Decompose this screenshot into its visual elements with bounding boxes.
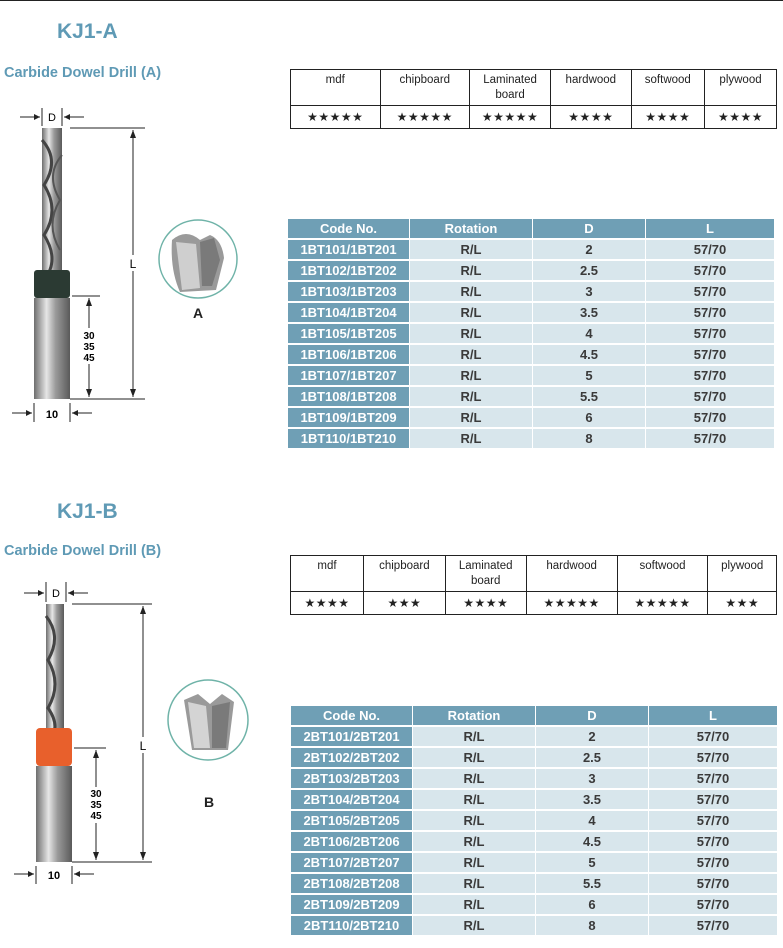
d-cell: 6 xyxy=(536,895,648,914)
l-cell: 57/70 xyxy=(646,240,774,259)
svg-text:35: 35 xyxy=(90,800,102,811)
d-cell: 3 xyxy=(533,282,645,301)
code-cell: 2BT109/2BT209 xyxy=(291,895,412,914)
l-cell: 57/70 xyxy=(646,261,774,280)
d-cell: 6 xyxy=(533,408,645,427)
rotation-cell: R/L xyxy=(413,811,535,830)
material-header: softwood xyxy=(617,556,708,592)
col-header-rotation: Rotation xyxy=(413,706,535,725)
table-row xyxy=(291,895,777,914)
rotation-cell: R/L xyxy=(413,853,535,872)
table-row xyxy=(288,261,774,280)
svg-text:30: 30 xyxy=(90,789,102,800)
material-header: chipboard xyxy=(380,70,470,106)
d-cell: 3 xyxy=(536,769,648,788)
rotation-cell: R/L xyxy=(410,282,532,301)
table-row xyxy=(291,727,777,746)
rotation-cell: R/L xyxy=(410,387,532,406)
l-cell: 57/70 xyxy=(649,769,777,788)
l-cell: 57/70 xyxy=(646,303,774,322)
col-header-code: Code No. xyxy=(288,219,409,238)
l-label: L xyxy=(139,739,147,753)
d-cell: 2.5 xyxy=(533,261,645,280)
table-row xyxy=(288,429,774,448)
section-subtitle: Carbide Dowel Drill (B) xyxy=(4,543,162,559)
detail-label: A xyxy=(193,305,204,321)
l-cell: 57/70 xyxy=(649,748,777,767)
col-header-l: L xyxy=(649,706,777,725)
d-label: D xyxy=(52,588,60,600)
spec-table xyxy=(290,704,778,937)
shank-label: 10 xyxy=(45,409,59,421)
code-cell: 1BT102/1BT202 xyxy=(288,261,409,280)
rotation-cell: R/L xyxy=(410,261,532,280)
col-header-d: D xyxy=(533,219,645,238)
l-cell: 57/70 xyxy=(646,345,774,364)
spec-header-row xyxy=(291,706,777,725)
svg-text:45: 45 xyxy=(90,811,102,822)
rotation-cell: R/L xyxy=(410,366,532,385)
col-header-code: Code No. xyxy=(291,706,412,725)
rotation-cell: R/L xyxy=(413,916,535,935)
l-cell: 57/70 xyxy=(649,811,777,830)
table-row xyxy=(291,811,777,830)
l-cell: 57/70 xyxy=(649,727,777,746)
l-label: L xyxy=(129,257,137,271)
material-header: hardwood xyxy=(551,70,632,106)
code-cell: 1BT107/1BT207 xyxy=(288,366,409,385)
star-rating: ★★★★ xyxy=(551,106,632,129)
table-row xyxy=(288,240,774,259)
rotation-cell: R/L xyxy=(413,832,535,851)
table-row xyxy=(291,916,777,935)
l-cell: 57/70 xyxy=(646,387,774,406)
material-rating-table xyxy=(290,69,777,129)
star-rating: ★★★ xyxy=(708,592,777,615)
rotation-cell: R/L xyxy=(410,240,532,259)
table-row xyxy=(291,790,777,809)
code-cell: 2BT106/2BT206 xyxy=(291,832,412,851)
code-cell: 2BT105/2BT205 xyxy=(291,811,412,830)
material-header: Laminated board xyxy=(445,556,526,592)
star-rating: ★★★★ xyxy=(631,106,704,129)
table-row xyxy=(291,853,777,872)
l-cell: 57/70 xyxy=(649,916,777,935)
code-cell: 1BT104/1BT204 xyxy=(288,303,409,322)
l-cell: 57/70 xyxy=(646,408,774,427)
table-row xyxy=(291,748,777,767)
l-cell: 57/70 xyxy=(646,429,774,448)
code-cell: 1BT109/1BT209 xyxy=(288,408,409,427)
rotation-cell: R/L xyxy=(413,790,535,809)
star-rating: ★★★★ xyxy=(705,106,777,129)
code-cell: 2BT101/2BT201 xyxy=(291,727,412,746)
drill-drawing xyxy=(0,582,250,917)
table-row xyxy=(291,874,777,893)
shank-label: 10 xyxy=(47,870,61,882)
material-header: chipboard xyxy=(364,556,446,592)
material-rating-table xyxy=(290,555,777,615)
d-cell: 4.5 xyxy=(536,832,648,851)
rotation-cell: R/L xyxy=(410,324,532,343)
col-header-l: L xyxy=(646,219,774,238)
code-cell: 1BT105/1BT205 xyxy=(288,324,409,343)
material-header: mdf xyxy=(291,70,381,106)
section-title: KJ1-A xyxy=(57,20,118,43)
code-cell: 1BT103/1BT203 xyxy=(288,282,409,301)
table-row xyxy=(288,324,774,343)
col-header-d: D xyxy=(536,706,648,725)
star-rating: ★★★★★ xyxy=(617,592,708,615)
rotation-cell: R/L xyxy=(413,895,535,914)
l-cell: 57/70 xyxy=(649,832,777,851)
l-cell: 57/70 xyxy=(649,895,777,914)
rotation-cell: R/L xyxy=(413,748,535,767)
d-label: D xyxy=(48,112,56,124)
code-cell: 1BT108/1BT208 xyxy=(288,387,409,406)
table-row xyxy=(288,366,774,385)
code-cell: 2BT102/2BT202 xyxy=(291,748,412,767)
code-cell: 1BT110/1BT210 xyxy=(288,429,409,448)
d-cell: 5 xyxy=(536,853,648,872)
svg-text:45: 45 xyxy=(83,353,95,364)
l-cell: 57/70 xyxy=(649,790,777,809)
rotation-cell: R/L xyxy=(413,769,535,788)
d-cell: 4 xyxy=(533,324,645,343)
l-cell: 57/70 xyxy=(646,282,774,301)
d-cell: 2.5 xyxy=(536,748,648,767)
material-header: Laminated board xyxy=(470,70,551,106)
spec-table xyxy=(287,217,775,450)
d-cell: 2 xyxy=(533,240,645,259)
table-row xyxy=(288,303,774,322)
d-cell: 5.5 xyxy=(533,387,645,406)
svg-text:35: 35 xyxy=(83,342,95,353)
section-kj1-b xyxy=(0,474,783,948)
star-rating: ★★★★ xyxy=(291,592,364,615)
code-cell: 1BT106/1BT206 xyxy=(288,345,409,364)
d-cell: 4 xyxy=(536,811,648,830)
star-rating: ★★★★★ xyxy=(526,592,617,615)
rotation-cell: R/L xyxy=(410,303,532,322)
d-cell: 8 xyxy=(536,916,648,935)
code-cell: 2BT107/2BT207 xyxy=(291,853,412,872)
col-header-rotation: Rotation xyxy=(410,219,532,238)
svg-text:30: 30 xyxy=(83,331,95,342)
d-cell: 8 xyxy=(533,429,645,448)
d-cell: 5 xyxy=(533,366,645,385)
section-title: KJ1-B xyxy=(57,500,118,523)
material-header: plywood xyxy=(708,556,777,592)
code-cell: 2BT110/2BT210 xyxy=(291,916,412,935)
code-cell: 1BT101/1BT201 xyxy=(288,240,409,259)
rotation-cell: R/L xyxy=(410,345,532,364)
spec-header-row xyxy=(288,219,774,238)
material-header: hardwood xyxy=(526,556,617,592)
l-cell: 57/70 xyxy=(646,324,774,343)
star-rating: ★★★★★ xyxy=(291,106,381,129)
code-cell: 2BT104/2BT204 xyxy=(291,790,412,809)
section-subtitle: Carbide Dowel Drill (A) xyxy=(4,65,162,81)
d-cell: 5.5 xyxy=(536,874,648,893)
d-cell: 3.5 xyxy=(536,790,648,809)
material-header: mdf xyxy=(291,556,364,592)
table-row xyxy=(291,769,777,788)
rotation-cell: R/L xyxy=(410,408,532,427)
code-cell: 2BT103/2BT203 xyxy=(291,769,412,788)
table-row xyxy=(288,408,774,427)
material-header: softwood xyxy=(631,70,704,106)
star-rating: ★★★★ xyxy=(445,592,526,615)
material-header: plywood xyxy=(705,70,777,106)
table-row xyxy=(288,387,774,406)
drill-drawing xyxy=(0,100,250,430)
star-rating: ★★★ xyxy=(364,592,446,615)
star-rating: ★★★★★ xyxy=(380,106,470,129)
code-cell: 2BT108/2BT208 xyxy=(291,874,412,893)
table-row xyxy=(291,832,777,851)
d-cell: 3.5 xyxy=(533,303,645,322)
table-row xyxy=(288,345,774,364)
l-cell: 57/70 xyxy=(646,366,774,385)
star-rating: ★★★★★ xyxy=(470,106,551,129)
rotation-cell: R/L xyxy=(410,429,532,448)
rotation-cell: R/L xyxy=(413,874,535,893)
l-cell: 57/70 xyxy=(649,853,777,872)
detail-label: B xyxy=(204,794,215,810)
rotation-cell: R/L xyxy=(413,727,535,746)
table-row xyxy=(288,282,774,301)
l-cell: 57/70 xyxy=(649,874,777,893)
d-cell: 2 xyxy=(536,727,648,746)
d-cell: 4.5 xyxy=(533,345,645,364)
